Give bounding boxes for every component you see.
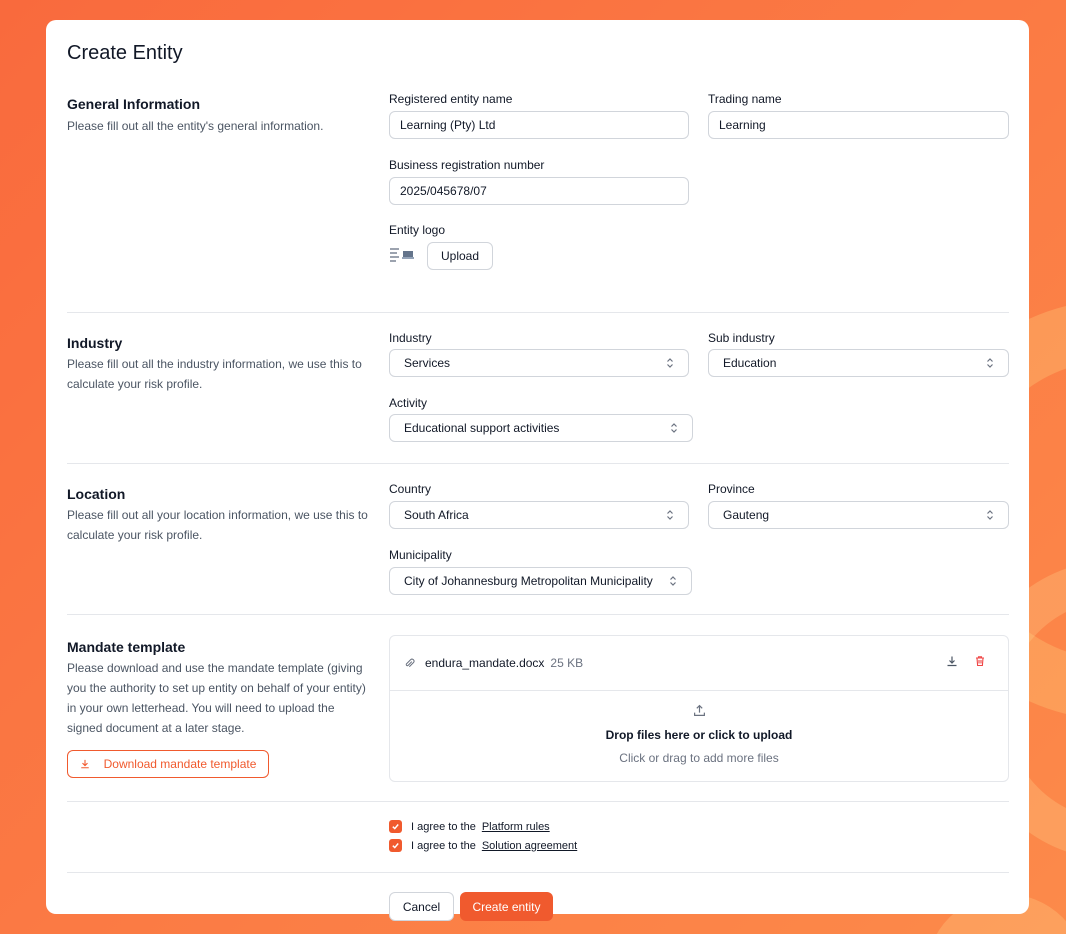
activity-select[interactable] — [389, 414, 693, 442]
reg-number-label: Business registration number — [389, 158, 545, 172]
page-title: Create Entity — [67, 42, 183, 64]
municipality-label: Municipality — [389, 548, 452, 562]
uploaded-file-row — [390, 636, 1008, 691]
province-label: Province — [708, 482, 755, 496]
section-title: Industry — [67, 335, 123, 351]
reg-number-input[interactable]: 2025/045678/07 — [389, 177, 689, 205]
drop-zone-subtitle: Click or drag to add more files — [619, 751, 779, 765]
industry-label: Industry — [389, 331, 432, 345]
municipality-select[interactable] — [389, 567, 692, 595]
cancel-button[interactable]: Cancel — [389, 892, 454, 921]
solution-agreement-agreement[interactable] — [389, 839, 577, 852]
form-actions — [67, 873, 1009, 933]
registered-name-input[interactable]: Learning (Pty) Ltd — [389, 111, 689, 139]
entity-logo-thumbnail — [389, 247, 415, 263]
chevron-up-down-icon — [986, 357, 994, 369]
sub-industry-selected-value: Education — [723, 356, 777, 370]
location-section — [67, 464, 1009, 614]
solution-agreement-link[interactable]: Solution agreement — [481, 839, 578, 852]
file-size: 25 KB — [550, 656, 584, 670]
solution-agreement-checkbox[interactable] — [389, 839, 402, 852]
section-title: Mandate template — [67, 639, 186, 655]
general-information-section — [67, 90, 1009, 312]
agreement-prefix: I agree to the — [411, 820, 476, 833]
create-entity-button[interactable]: Create entity — [460, 892, 553, 921]
upload-icon — [693, 704, 706, 717]
section-title: Location — [67, 486, 126, 502]
download-icon — [80, 759, 90, 769]
platform-rules-agreement[interactable] — [389, 820, 550, 833]
industry-section — [67, 313, 1009, 463]
province-selected-value: Gauteng — [723, 508, 770, 522]
mandate-template-section — [67, 615, 1009, 801]
chevron-up-down-icon — [670, 422, 678, 434]
file-actions — [946, 655, 986, 667]
checkmark-icon — [391, 822, 400, 831]
section-description: Please download and use the mandate template (giving you the authority to set up entity on behalf of your entity) in your own letterhead. You will need to upload the signed document at a later stage. — [67, 661, 366, 735]
chevron-up-down-icon — [666, 357, 674, 369]
chevron-up-down-icon — [986, 509, 994, 521]
country-selected-value: South Africa — [404, 508, 469, 522]
paperclip-icon — [404, 658, 415, 669]
download-mandate-button[interactable] — [67, 750, 269, 778]
download-mandate-label: Download mandate template — [103, 757, 257, 771]
trading-name-input[interactable]: Learning — [708, 111, 1009, 139]
municipality-selected-value: City of Johannesburg Metropolitan Municipality — [404, 574, 653, 588]
sub-industry-select[interactable] — [708, 349, 1009, 377]
industry-select[interactable] — [389, 349, 689, 377]
platform-rules-link[interactable]: Platform rules — [481, 820, 550, 833]
agreement-prefix: I agree to the — [411, 839, 476, 852]
checkmark-icon — [391, 841, 400, 850]
entity-logo-label: Entity logo — [389, 223, 446, 237]
agreements-section — [67, 802, 1009, 872]
country-select[interactable] — [389, 501, 689, 529]
activity-selected-value: Educational support activities — [404, 421, 560, 435]
section-description: Please fill out all the industry information, we use this to calculate your risk profile. — [67, 357, 362, 391]
upload-logo-button[interactable]: Upload — [427, 242, 493, 270]
platform-rules-checkbox[interactable] — [389, 820, 402, 833]
file-upload-box — [389, 635, 1009, 782]
file-name: endura_mandate.docx — [425, 656, 545, 670]
trading-name-label: Trading name — [708, 92, 782, 106]
create-entity-card — [46, 20, 1029, 914]
section-title: General Information — [67, 96, 201, 112]
industry-selected-value: Services — [404, 356, 451, 370]
section-description: Please fill out all the entity's general information. — [67, 119, 324, 133]
chevron-up-down-icon — [666, 509, 674, 521]
chevron-up-down-icon — [669, 575, 677, 587]
country-label: Country — [389, 482, 432, 496]
province-select[interactable] — [708, 501, 1009, 529]
delete-file-icon[interactable] — [974, 655, 986, 667]
file-drop-zone[interactable] — [390, 691, 1008, 765]
registered-name-label: Registered entity name — [389, 92, 513, 106]
download-file-icon[interactable] — [946, 655, 958, 667]
section-description: Please fill out all your location information, we use this to calculate your risk profile. — [67, 508, 368, 542]
activity-label: Activity — [389, 396, 428, 410]
sub-industry-label: Sub industry — [708, 331, 775, 345]
drop-zone-title: Drop files here or click to upload — [605, 728, 793, 742]
